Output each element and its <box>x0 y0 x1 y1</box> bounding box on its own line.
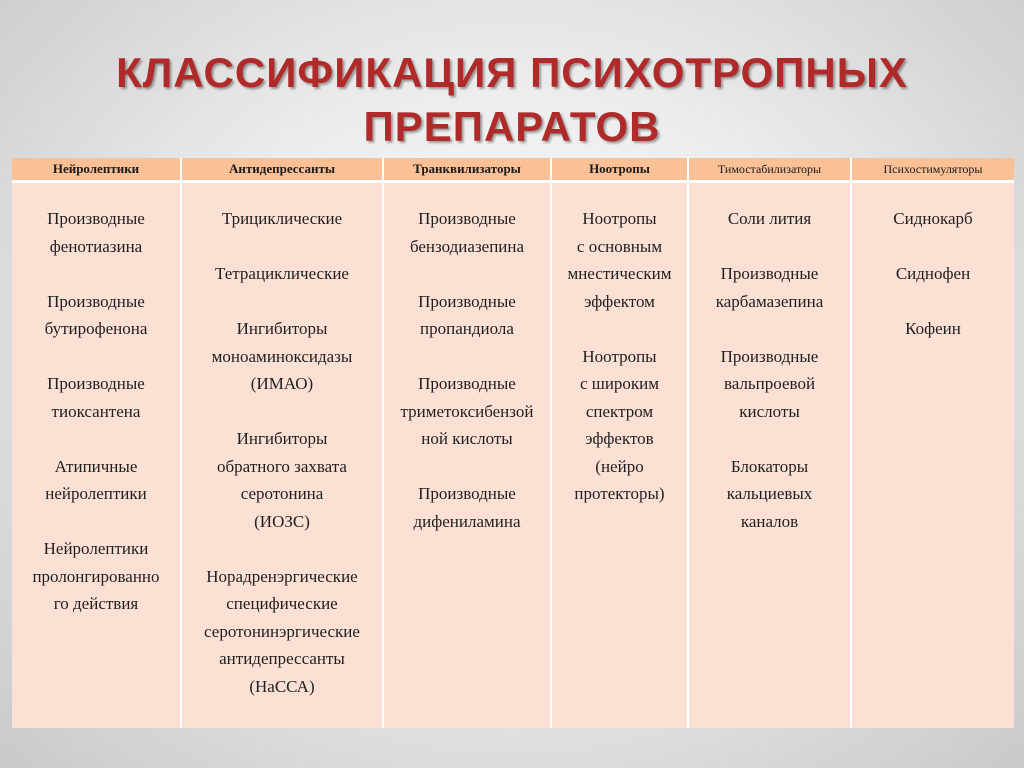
list-item: Тетрациклические <box>215 264 349 283</box>
list-item: Сиднофен <box>895 264 971 283</box>
list-item: Производные бутирофенона <box>44 291 148 338</box>
slide-title-line-1: КЛАССИФИКАЦИЯ ПСИХОТРОПНЫХ <box>116 49 908 96</box>
header-antidepressants: Антидепрессанты <box>182 158 384 183</box>
header-psychostimulants: Психостимуляторы <box>852 158 1014 183</box>
slide-title-line-2: ПРЕПАРАТОВ <box>363 103 661 150</box>
list-item: Производные карбамазепина <box>715 264 824 311</box>
list-item: Блокаторы кальциевых каналов <box>726 456 813 531</box>
list-item: Ингибиторы моноаминоксидазы (ИМАО) <box>211 319 353 393</box>
list-item: Производные бензодиазепина <box>409 209 525 256</box>
list-item: Сиднокарб <box>893 209 973 228</box>
list-item: Норадренэргические специфические серотонинэргические антидепрессанты (НаССА) <box>204 566 360 696</box>
cell-nootropics <box>552 183 689 728</box>
header-thymostabilizers: Тимостабилизаторы <box>689 158 852 183</box>
list-item: Ингибиторы обратного захвата серотонина (ИОЗС) <box>217 429 347 531</box>
header-tranquilizers: Транквилизаторы <box>384 158 552 183</box>
list-item: Производные дифениламина <box>413 484 521 531</box>
list-item: Кофеин <box>905 319 961 338</box>
list-item: Производные фенотиазина <box>47 209 145 256</box>
table-body-row <box>12 183 1014 728</box>
cell-tranquilizers <box>384 183 552 728</box>
list-item: Производные тиоксантена <box>47 374 145 421</box>
table-header-row <box>12 158 1014 183</box>
cell-thymostabilizers <box>689 183 852 728</box>
cell-neuroleptics <box>12 183 182 728</box>
list-item: Атипичные нейролептики <box>45 456 147 503</box>
header-neuroleptics: Нейролептики <box>12 158 182 183</box>
list-item: Нейролептики пролонгированно го действия <box>32 539 160 613</box>
header-nootropics: Ноотропы <box>552 158 689 183</box>
cell-antidepressants <box>182 183 384 728</box>
list-item: Производные пропандиола <box>418 291 516 338</box>
list-item: Ноотропы с основным мнестическим эффектом <box>567 209 672 311</box>
cell-psychostimulants <box>852 183 1014 728</box>
list-item: Ноотропы с широким спектром эффектов (нейро протекторы) <box>574 346 665 503</box>
list-item: Трициклические <box>221 209 343 228</box>
list-item: Соли лития <box>727 209 812 228</box>
classification-table <box>12 158 1014 728</box>
list-item: Производные вальпроевой кислоты <box>720 346 819 421</box>
slide-title <box>0 46 1024 154</box>
list-item: Производные триметоксибензой ной кислоты <box>400 374 534 448</box>
